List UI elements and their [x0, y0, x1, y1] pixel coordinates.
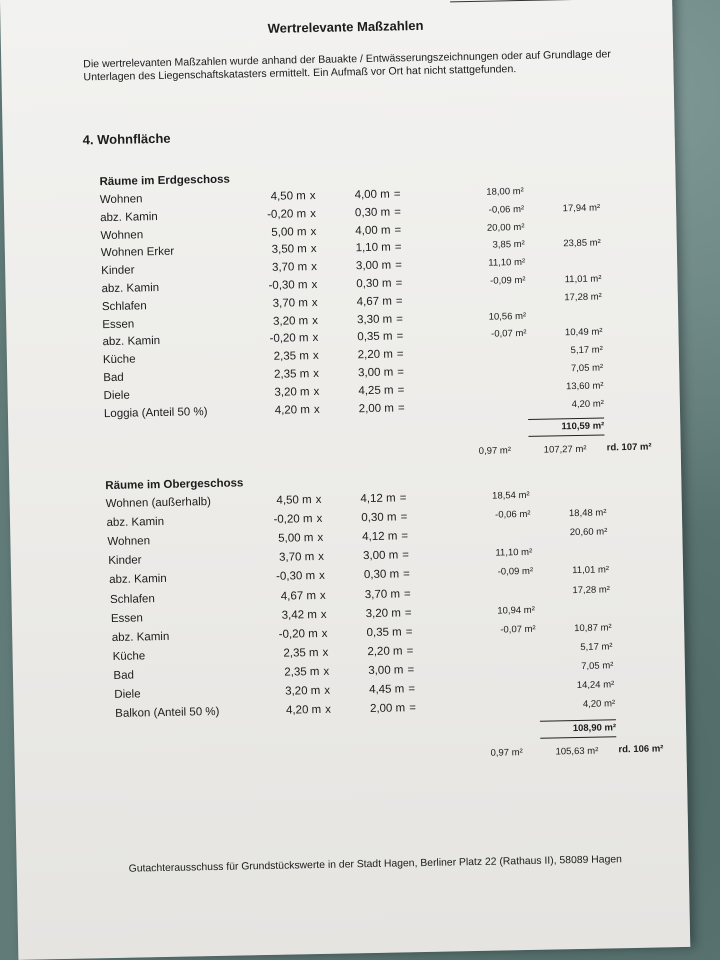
- partial-area: -0,09 m²: [490, 274, 526, 287]
- length-value: 3,20 m: [272, 314, 309, 328]
- partial-area: -0,07 m²: [500, 623, 536, 636]
- width-value: 3,30 m: [356, 313, 393, 326]
- room-name: Diele: [103, 389, 130, 402]
- room-area: 5,17 m²: [580, 641, 613, 653]
- width-value: 1,10 m: [355, 241, 391, 255]
- equals-sign: =: [402, 549, 410, 562]
- width-value: 3,00 m: [362, 549, 399, 563]
- equals-sign: =: [400, 511, 408, 524]
- multiply-sign: x: [322, 646, 329, 659]
- equals-sign: =: [395, 295, 403, 308]
- room-area: [532, 546, 608, 547]
- footer-text: Gutachterausschuss für Grundstückswerte in der Stadt Hagen, Berliner Platz 22 (Rathaus II), 58089 Hagen: [128, 854, 622, 875]
- multiply-sign: x: [311, 261, 318, 274]
- width-value: 4,12 m: [360, 492, 396, 506]
- length-value: 3,70 m: [271, 261, 308, 275]
- equals-sign: =: [395, 277, 403, 290]
- room-name: abz. Kamin: [101, 282, 160, 296]
- width-value: 0,30 m: [363, 568, 400, 582]
- net-area: 105,63 m²: [555, 745, 599, 758]
- room-area: 7,05 m²: [581, 660, 614, 672]
- length-value: 2,35 m: [273, 368, 310, 381]
- rounded-area: rd. 106 m²: [618, 743, 664, 756]
- partial-area: 18,54 m²: [492, 489, 530, 502]
- room-area: 10,49 m²: [564, 326, 603, 339]
- length-value: -0,20 m: [273, 513, 313, 526]
- equals-sign: =: [394, 241, 402, 254]
- length-value: 2,35 m: [284, 665, 320, 679]
- equals-sign: =: [403, 587, 411, 600]
- partial-area: [458, 681, 538, 683]
- total-area: 110,59 m²: [561, 420, 605, 433]
- equals-sign: =: [397, 401, 405, 415]
- sum-rule: [540, 736, 616, 738]
- room-name: Bad: [113, 669, 135, 682]
- room-area: [535, 603, 611, 604]
- length-value: -0,20 m: [269, 332, 309, 346]
- multiply-sign: x: [311, 296, 318, 309]
- room-area: 17,28 m²: [564, 291, 602, 304]
- multiply-sign: x: [310, 225, 317, 238]
- length-value: 3,50 m: [271, 243, 307, 257]
- sum-rule: [528, 418, 604, 420]
- partial-area: [459, 700, 539, 702]
- room-area: 11,01 m²: [572, 564, 610, 577]
- equals-sign: =: [397, 384, 405, 397]
- multiply-sign: x: [312, 350, 319, 363]
- deduction-value: 0,97 m²: [478, 445, 512, 458]
- room-name: Balkon (Anteil 50 %): [115, 706, 220, 721]
- equals-sign: =: [395, 259, 403, 272]
- room-area: 13,60 m²: [565, 380, 604, 393]
- equals-sign: =: [405, 625, 413, 639]
- length-value: 2,35 m: [273, 350, 310, 363]
- rounded-area: rd. 107 m²: [606, 441, 652, 454]
- multiply-sign: x: [317, 532, 324, 545]
- length-value: 2,35 m: [283, 646, 319, 660]
- room-area: 23,85 m²: [563, 237, 601, 250]
- width-value: 4,12 m: [362, 530, 398, 544]
- equals-sign: =: [408, 683, 416, 696]
- room-name: Kinder: [101, 264, 135, 278]
- multiply-sign: x: [320, 608, 327, 621]
- room-area: 20,60 m²: [569, 526, 608, 539]
- partial-area: -0,09 m²: [497, 566, 534, 578]
- room-area: 11,01 m²: [564, 273, 602, 286]
- room-name: abz. Kamin: [109, 573, 167, 587]
- room-name: Schlafen: [109, 592, 155, 606]
- room-name: Kinder: [108, 554, 142, 568]
- multiply-sign: x: [310, 207, 317, 220]
- length-value: 4,67 m: [280, 589, 317, 603]
- room-name: Wohnen: [99, 193, 143, 207]
- width-value: 3,70 m: [364, 587, 401, 601]
- deduction-value: 0,97 m²: [490, 747, 523, 759]
- length-value: 5,00 m: [278, 532, 314, 545]
- width-value: 2,20 m: [367, 645, 403, 658]
- room-name: Wohnen (außerhalb): [105, 496, 212, 511]
- room-name: abz. Kamin: [106, 516, 165, 530]
- room-name: Bad: [103, 371, 124, 385]
- equals-sign: =: [393, 188, 401, 201]
- partial-area: 11,10 m²: [488, 257, 526, 269]
- width-value: 3,00 m: [355, 259, 392, 273]
- width-value: 2,00 m: [358, 402, 395, 415]
- multiply-sign: x: [313, 403, 320, 416]
- multiply-sign: x: [319, 589, 326, 602]
- length-value: 3,20 m: [285, 684, 321, 698]
- width-value: 0,35 m: [357, 330, 393, 344]
- multiply-sign: x: [321, 627, 328, 640]
- room-area: 7,05 m²: [570, 362, 604, 375]
- width-value: 0,30 m: [361, 511, 397, 525]
- equals-sign: =: [396, 312, 404, 326]
- room-name: Diele: [114, 688, 141, 701]
- length-value: -0,30 m: [276, 570, 316, 584]
- room-area: 5,17 m²: [570, 344, 603, 357]
- multiply-sign: x: [313, 367, 320, 381]
- room-name: Küche: [112, 650, 146, 663]
- length-value: -0,20 m: [267, 207, 307, 221]
- length-value: 5,00 m: [271, 225, 307, 239]
- multiply-sign: x: [325, 703, 332, 716]
- width-value: 0,30 m: [356, 277, 392, 291]
- multiply-sign: x: [318, 551, 325, 564]
- multiply-sign: x: [310, 243, 317, 256]
- multiply-sign: x: [312, 314, 319, 327]
- equals-sign: =: [394, 206, 401, 219]
- room-area: 17,94 m²: [562, 202, 601, 215]
- width-value: 0,35 m: [366, 626, 402, 639]
- multiply-sign: x: [316, 513, 323, 526]
- length-value: 3,42 m: [281, 608, 317, 622]
- width-value: 4,67 m: [356, 295, 392, 309]
- room-area: 4,20 m²: [582, 698, 616, 711]
- length-value: 4,50 m: [270, 190, 306, 203]
- room-name: Wohnen: [107, 535, 151, 549]
- sum-rule: [540, 719, 616, 721]
- room-area: 14,24 m²: [576, 679, 615, 692]
- width-value: 0,30 m: [354, 206, 391, 220]
- partial-area: 20,00 m²: [486, 221, 525, 234]
- room-area: 10,87 m²: [574, 622, 612, 634]
- room-name: Essen: [110, 611, 143, 625]
- document-title: Wertrelevante Maßzahlen: [267, 17, 424, 36]
- partial-area: 11,10 m²: [495, 547, 533, 559]
- width-value: 3,20 m: [365, 607, 401, 620]
- net-area: 107,27 m²: [543, 444, 587, 457]
- header-rule: [450, 0, 640, 2]
- partial-area: -0,06 m²: [488, 203, 525, 216]
- equals-sign: =: [394, 223, 402, 237]
- length-value: 3,70 m: [278, 551, 315, 565]
- room-name: Küche: [102, 353, 136, 367]
- sum-rule: [528, 435, 604, 437]
- room-name: Loggia (Anteil 50 %): [103, 405, 208, 420]
- og-heading: Räume im Obergeschoss: [105, 477, 244, 493]
- equals-sign: =: [397, 366, 405, 379]
- length-value: -0,20 m: [278, 627, 318, 641]
- partial-area: 3,85 m²: [492, 239, 525, 251]
- total-area: 108,90 m²: [572, 722, 617, 735]
- width-value: 4,00 m: [355, 224, 391, 237]
- partial-area: -0,07 m²: [491, 328, 527, 341]
- multiply-sign: x: [324, 684, 331, 697]
- partial-area: [457, 662, 537, 664]
- length-value: 4,50 m: [276, 494, 312, 507]
- room-name: abz. Kamin: [111, 630, 170, 644]
- multiply-sign: x: [323, 665, 330, 678]
- equals-sign: =: [406, 644, 414, 658]
- multiply-sign: x: [311, 278, 318, 292]
- room-name: abz. Kamin: [102, 335, 161, 349]
- length-value: -0,30 m: [268, 279, 308, 292]
- width-value: 4,45 m: [369, 683, 405, 697]
- multiply-sign: x: [313, 385, 320, 398]
- room-area: 18,48 m²: [568, 507, 607, 520]
- width-value: 4,25 m: [358, 384, 394, 397]
- width-value: 3,00 m: [368, 664, 404, 677]
- equals-sign: =: [404, 606, 412, 619]
- eg-heading: Räume im Erdgeschoss: [99, 173, 230, 189]
- equals-sign: =: [409, 702, 417, 715]
- room-area: 17,28 m²: [572, 583, 611, 596]
- room-area: [530, 488, 606, 489]
- length-value: 3,70 m: [272, 296, 308, 310]
- room-area: [524, 185, 600, 186]
- partial-area: [456, 643, 536, 645]
- equals-sign: =: [396, 348, 404, 361]
- equals-sign: =: [396, 330, 404, 343]
- room-area: 4,20 m²: [571, 398, 604, 410]
- room-name: Wohnen Erker: [100, 246, 175, 260]
- partial-area: [451, 528, 531, 530]
- multiply-sign: x: [319, 570, 325, 583]
- length-value: 3,20 m: [274, 385, 310, 399]
- partial-area: 10,56 m²: [488, 310, 527, 323]
- room-name: Schlafen: [101, 300, 147, 313]
- room-name: Wohnen: [100, 228, 144, 242]
- multiply-sign: x: [315, 493, 322, 507]
- partial-area: 18,00 m²: [486, 185, 524, 198]
- multiply-sign: x: [309, 189, 316, 203]
- room-name: Essen: [102, 318, 135, 331]
- length-value: 4,20 m: [274, 403, 311, 417]
- equals-sign: =: [407, 664, 415, 677]
- length-value: 4,20 m: [285, 704, 322, 717]
- partial-area: [454, 585, 534, 587]
- section-heading: 4. Wohnfläche: [82, 130, 171, 148]
- partial-area: -0,06 m²: [495, 509, 531, 521]
- width-value: 2,20 m: [357, 348, 393, 362]
- width-value: 2,00 m: [369, 702, 406, 716]
- equals-sign: =: [399, 492, 407, 505]
- equals-sign: =: [401, 530, 409, 543]
- equals-sign: =: [402, 568, 410, 581]
- multiply-sign: x: [312, 332, 319, 345]
- partial-area: 10,94 m²: [497, 604, 535, 617]
- width-value: 3,00 m: [357, 366, 394, 380]
- room-name: abz. Kamin: [100, 210, 158, 224]
- intro-paragraph: Die wertrelevanten Maßzahlen wurde anhand der Bauakte / Entwässerungszeichnungen oder auf Grundlage der Unterlagen des Liegenschaftskatasters ermittelt. Ein Aufmaß vor Ort hat nicht stattgefunden.: [83, 48, 611, 84]
- width-value: 4,00 m: [354, 188, 390, 202]
